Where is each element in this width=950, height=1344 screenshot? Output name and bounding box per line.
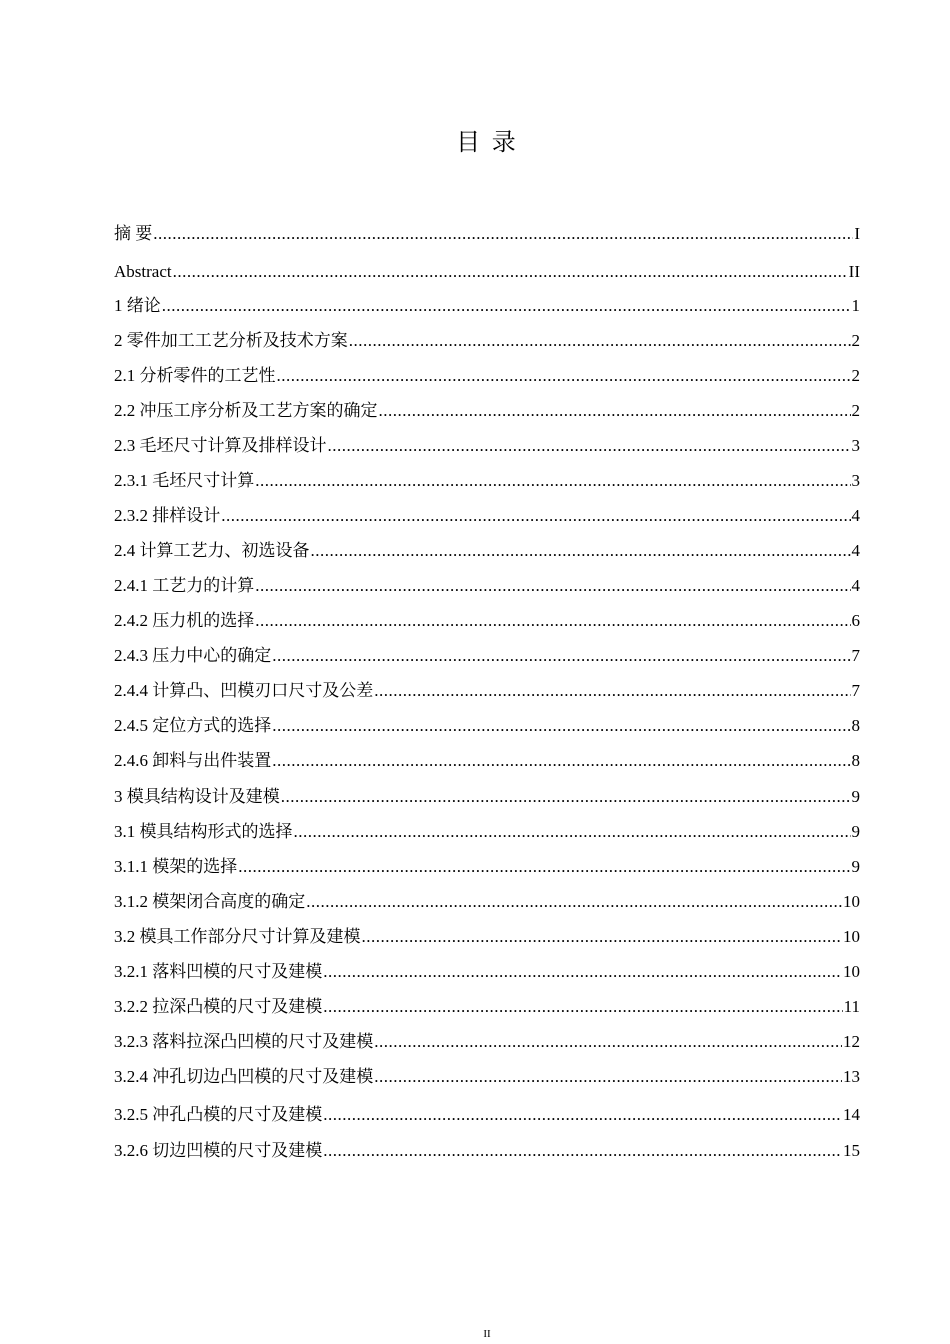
toc-entry[interactable]	[114, 947, 860, 982]
toc-entry-label: 2.2 冲压工序分析及工艺方案的确定	[114, 401, 378, 420]
toc-entry-page: 3	[851, 471, 860, 490]
toc-entry[interactable]	[114, 351, 860, 386]
toc-entry-label: 3.2.6 切边凹模的尺寸及建模	[114, 1141, 323, 1160]
toc-entry-label: 2.1 分析零件的工艺性	[114, 366, 276, 385]
toc-entry[interactable]	[114, 666, 860, 701]
toc-entry-page: 12	[843, 1032, 860, 1051]
toc-leader-dots	[306, 892, 842, 912]
toc-entry[interactable]	[114, 316, 860, 351]
toc-entry[interactable]	[114, 1052, 860, 1087]
toc-entry[interactable]	[114, 491, 860, 526]
toc-leader-dots	[162, 296, 851, 316]
toc-entry-label: 3.1 模具结构形式的选择	[114, 822, 293, 841]
toc-leader-dots	[281, 787, 851, 807]
toc-entry[interactable]	[114, 421, 860, 456]
table-of-contents	[114, 208, 860, 1161]
toc-entry[interactable]	[114, 1125, 860, 1161]
toc-entry-label: 3.2 模具工作部分尺寸计算及建模	[114, 927, 361, 946]
toc-leader-dots	[153, 224, 853, 244]
toc-entry-label: 2.4 计算工艺力、初选设备	[114, 541, 310, 560]
toc-entry[interactable]	[114, 631, 860, 666]
toc-entry-page: 3	[851, 436, 860, 455]
toc-entry-label: 2.4.3 压力中心的确定	[114, 646, 272, 665]
toc-leader-dots	[277, 366, 851, 386]
toc-entry[interactable]	[114, 771, 860, 807]
toc-leader-dots	[311, 541, 851, 561]
toc-entry-label: 3.2.1 落料凹模的尺寸及建模	[114, 962, 323, 981]
toc-entry-label: 2.3 毛坯尺寸计算及排样设计	[114, 436, 327, 455]
toc-leader-dots	[323, 1141, 842, 1161]
toc-entry-page: 8	[851, 716, 860, 735]
toc-entry-page: 4	[851, 541, 860, 560]
toc-entry-label: 3 模具结构设计及建模	[114, 787, 280, 806]
toc-entry-page: 1	[851, 296, 860, 315]
toc-leader-dots	[362, 927, 843, 947]
toc-entry[interactable]	[114, 386, 860, 421]
toc-entry-page: 2	[851, 401, 860, 420]
toc-leader-dots	[323, 962, 842, 982]
page-title: 目 录	[456, 128, 518, 156]
toc-entry-label: 2.4.4 计算凸、凹模刃口尺寸及公差	[114, 681, 374, 700]
toc-entry-label: 3.2.2 拉深凸模的尺寸及建模	[114, 997, 323, 1016]
toc-entry-label: 2.4.1 工艺力的计算	[114, 576, 255, 595]
toc-entry[interactable]	[114, 912, 860, 947]
toc-entry-page: 10	[843, 962, 860, 981]
toc-entry-page: 15	[843, 1141, 860, 1160]
toc-entry-label: 3.1.1 模架的选择	[114, 857, 238, 876]
toc-entry[interactable]	[114, 842, 860, 877]
toc-leader-dots	[374, 1067, 842, 1087]
toc-leader-dots	[323, 997, 842, 1017]
toc-entry-label: Abstract	[114, 262, 172, 281]
toc-entry-page: 10	[843, 892, 860, 911]
toc-entry[interactable]	[114, 244, 860, 282]
toc-entry-label: 1 绪论	[114, 296, 161, 315]
toc-entry-page: 8	[851, 751, 860, 770]
toc-leader-dots	[374, 1032, 842, 1052]
toc-leader-dots	[238, 857, 850, 877]
toc-entry-page: 7	[851, 681, 860, 700]
toc-entry-page: 9	[851, 857, 860, 876]
toc-entry[interactable]	[114, 1017, 860, 1052]
toc-entry-page: I	[854, 224, 860, 243]
toc-entry[interactable]	[114, 982, 860, 1017]
toc-entry-page: 9	[851, 822, 860, 841]
toc-entry-label: 3.2.4 冲孔切边凸凹模的尺寸及建模	[114, 1067, 374, 1086]
toc-entry-label: 2.4.6 卸料与出件装置	[114, 751, 272, 770]
toc-entry-page: 4	[851, 576, 860, 595]
toc-entry-label: 3.2.3 落料拉深凸凹模的尺寸及建模	[114, 1032, 374, 1051]
toc-entry-page: 2	[851, 331, 860, 350]
toc-leader-dots	[255, 576, 850, 596]
toc-entry[interactable]	[114, 208, 860, 244]
toc-entry-label: 摘 要	[114, 224, 153, 243]
toc-leader-dots	[255, 611, 850, 631]
footer-page-number: II	[483, 1328, 491, 1340]
toc-entry-label: 2 零件加工工艺分析及技术方案	[114, 331, 348, 350]
toc-entry-page: II	[848, 262, 860, 281]
toc-entry[interactable]	[114, 736, 860, 771]
toc-leader-dots	[221, 506, 850, 526]
toc-entry-label: 3.1.2 模架闭合高度的确定	[114, 892, 306, 911]
toc-entry-page: 6	[851, 611, 860, 630]
toc-leader-dots	[255, 471, 850, 491]
toc-entry-page: 9	[851, 787, 860, 806]
toc-entry-page: 2	[851, 366, 860, 385]
toc-entry[interactable]	[114, 807, 860, 842]
toc-leader-dots	[349, 331, 851, 351]
toc-entry-label: 3.2.5 冲孔凸模的尺寸及建模	[114, 1105, 323, 1124]
toc-entry[interactable]	[114, 1087, 860, 1125]
toc-entry-page: 11	[843, 997, 860, 1016]
toc-entry-page: 10	[843, 927, 860, 946]
toc-leader-dots	[379, 401, 851, 421]
toc-entry[interactable]	[114, 561, 860, 596]
toc-leader-dots	[272, 716, 850, 736]
toc-entry-page: 7	[851, 646, 860, 665]
toc-entry[interactable]	[114, 701, 860, 736]
toc-leader-dots	[294, 822, 851, 842]
toc-entry[interactable]	[114, 526, 860, 561]
toc-entry[interactable]	[114, 596, 860, 631]
toc-entry-label: 2.4.5 定位方式的选择	[114, 716, 272, 735]
toc-leader-dots	[272, 751, 850, 771]
toc-entry-page: 4	[851, 506, 860, 525]
toc-leader-dots	[272, 646, 850, 666]
toc-entry[interactable]	[114, 282, 860, 316]
toc-entry-page: 13	[843, 1067, 860, 1086]
toc-entry[interactable]	[114, 877, 860, 912]
toc-entry[interactable]	[114, 456, 860, 491]
toc-entry-label: 2.3.1 毛坯尺寸计算	[114, 471, 255, 490]
toc-entry-page: 14	[843, 1105, 860, 1124]
toc-entry-label: 2.3.2 排样设计	[114, 506, 221, 525]
toc-leader-dots	[323, 1105, 842, 1125]
toc-leader-dots	[173, 262, 848, 282]
toc-entry-label: 2.4.2 压力机的选择	[114, 611, 255, 630]
toc-leader-dots	[374, 681, 850, 701]
toc-leader-dots	[328, 436, 851, 456]
